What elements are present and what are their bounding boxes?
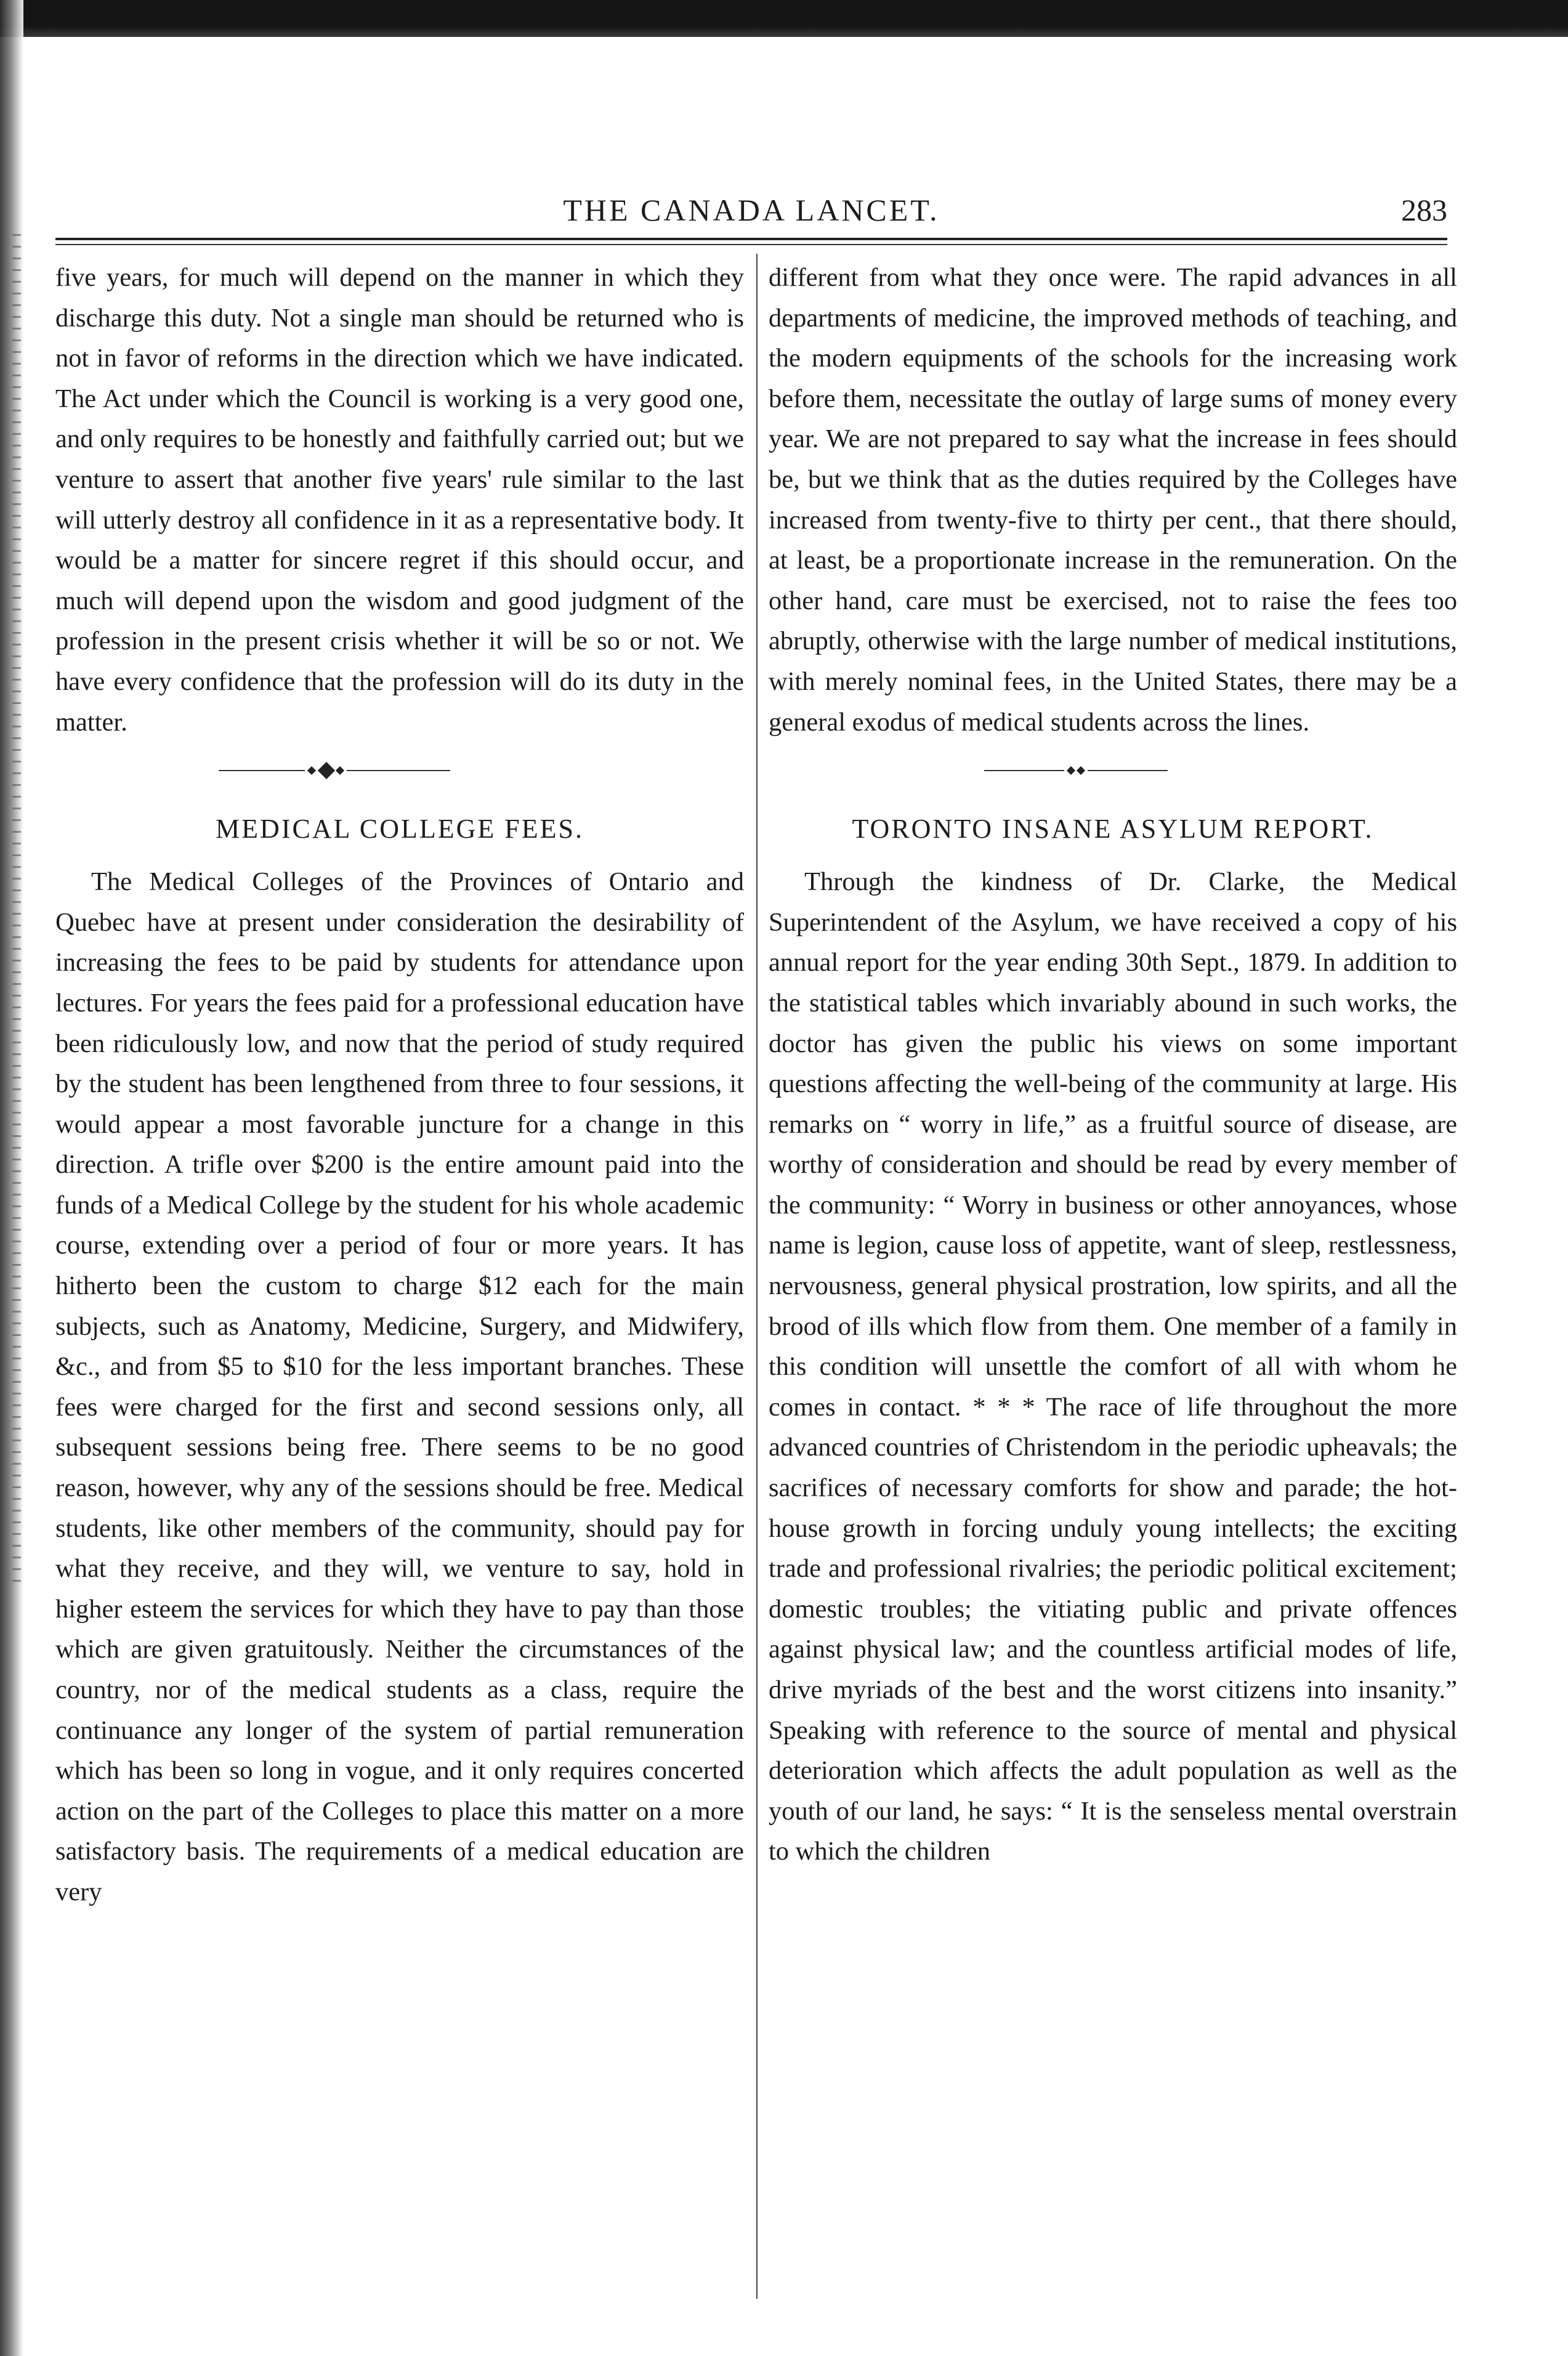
section-ornament <box>55 758 744 783</box>
running-title: THE CANADA LANCET. <box>563 193 940 227</box>
scan-top-border <box>0 0 1568 37</box>
article-title-toronto-insane-asylum-report: TORONTO INSANE ASYLUM REPORT. <box>852 814 1374 844</box>
article-body-medical-college-fees: The Medical Colleges of the Provinces of Ontario and Quebec have at present under consideration the desirability of increasing the fees to be paid by students for attendance upon lectures. For years the fees paid for a professional education have been ridiculously low, and now that the period of study required by the student has been lengthened from three to four sessions, it would appear a most favorable juncture for a change in this direction. A trifle over $200 is the entire amount paid into the funds of a Medical College by the student for his whole academic course, extending over a period of four or more years. It has hitherto been the custom to charge $12 each for the main subjects, such as Anatomy, Medicine, Surgery, and Midwifery, &c., and from $5 to $10 for the less important branches. These fees were charged for the first and second sessions only, all subsequent sessions being free. There seems to be no good reason, however, why any of the sessions should be free. Medical students, like other members of the community, should pay for what they receive, and they will, we venture to say, hold in higher esteem the services for which they have to pay than those which are given gratuitously. Neither the circumstances of the country, nor of the medical students as a class, require the continuance any longer of the system of partial remuneration which has been so long in vogue, and it only requires concerted action on the part of the Colleges to place this matter on a more satisfactory basis. The requirements of a medical education are very <box>55 867 744 1906</box>
left-column <box>55 257 744 2309</box>
column-divider <box>756 254 758 2299</box>
page-number: 283 <box>1401 193 1447 227</box>
scan-binding-marks <box>12 234 21 1589</box>
article-body-toronto-insane-asylum-report: Through the kindness of Dr. Clarke, the Medical Superintendent of the Asylum, we have received a copy of his annual report for the year ending 30th Sept., 1879. In addition to the statistical tables which invariably abound in such works, the doctor has given the public his views on some important questions affecting the well-being of the community at large. His remarks on “ worry in life,” as a fruitful source of disease, are worthy of consideration and should be read by every member of the community: “ Worry in business or other annoyances, whose name is legion, cause loss of appetite, want of sleep, restlessness, nervousness, general physical prostration, low spirits, and all the brood of ills which flow from them. One member of a family in this condition will unsettle the comfort of all with whom he comes in contact. * * * The race of life throughout the more advanced countries of Christendom in the periodic upheavals; the sacrifices of necessary comforts for show and parade; the hot-house growth in forcing unduly young intellects; the exciting trade and professional rivalries; the periodic political excitement; domestic troubles; the vitiating public and private offences against physical law; and the countless artificial modes of life, drive myriads of the best and the worst citizens into insanity.” Speaking with reference to the source of mental and physical deterioration which affects the adult population as well as the youth of our land, he says: “ It is the senseless mental overstrain to which the children <box>769 867 1457 1866</box>
page-header <box>55 192 1447 235</box>
continued-paragraph: five years, for much will depend on the manner in which they discharge this duty. Not a single man should be returned who is not in favor of reforms in the direction which we have indicated. The Act under which the Council is working is a very good one, and only requires to be honestly and faithfully carried out; but we venture to assert that another five years' rule similar to the last will utterly destroy all confidence in it as a representative body. It would be a matter for sincere regret if this should occur, and much will depend upon the wisdom and good judgment of the profession in the present crisis whether it will be so or not. We have every confidence that the profession will do its duty in the matter. <box>55 263 744 737</box>
right-column <box>769 257 1457 2309</box>
header-rule-thin <box>55 244 1447 245</box>
continued-paragraph-right: different from what they once were. The rapid advances in all departments of medicine, the improved methods of teaching, and the modern equipments of the schools for the increasing work before them, necessitate the outlay of large sums of money every year. We are not prepared to say what the increase in fees should be, but we think that as the duties required by the Colleges have increased from twenty-five to thirty per cent., that there should, at least, be a proportionate increase in the remuneration. On the other hand, care must be exercised, not to raise the fees too abruptly, otherwise with the large number of medical institutions, with merely nominal fees, in the United States, there may be a general exodus of medical students across the lines. <box>769 263 1457 737</box>
header-rule <box>55 238 1447 240</box>
article-title-medical-college-fees: MEDICAL COLLEGE FEES. <box>216 814 584 844</box>
section-ornament-right <box>769 758 1457 783</box>
